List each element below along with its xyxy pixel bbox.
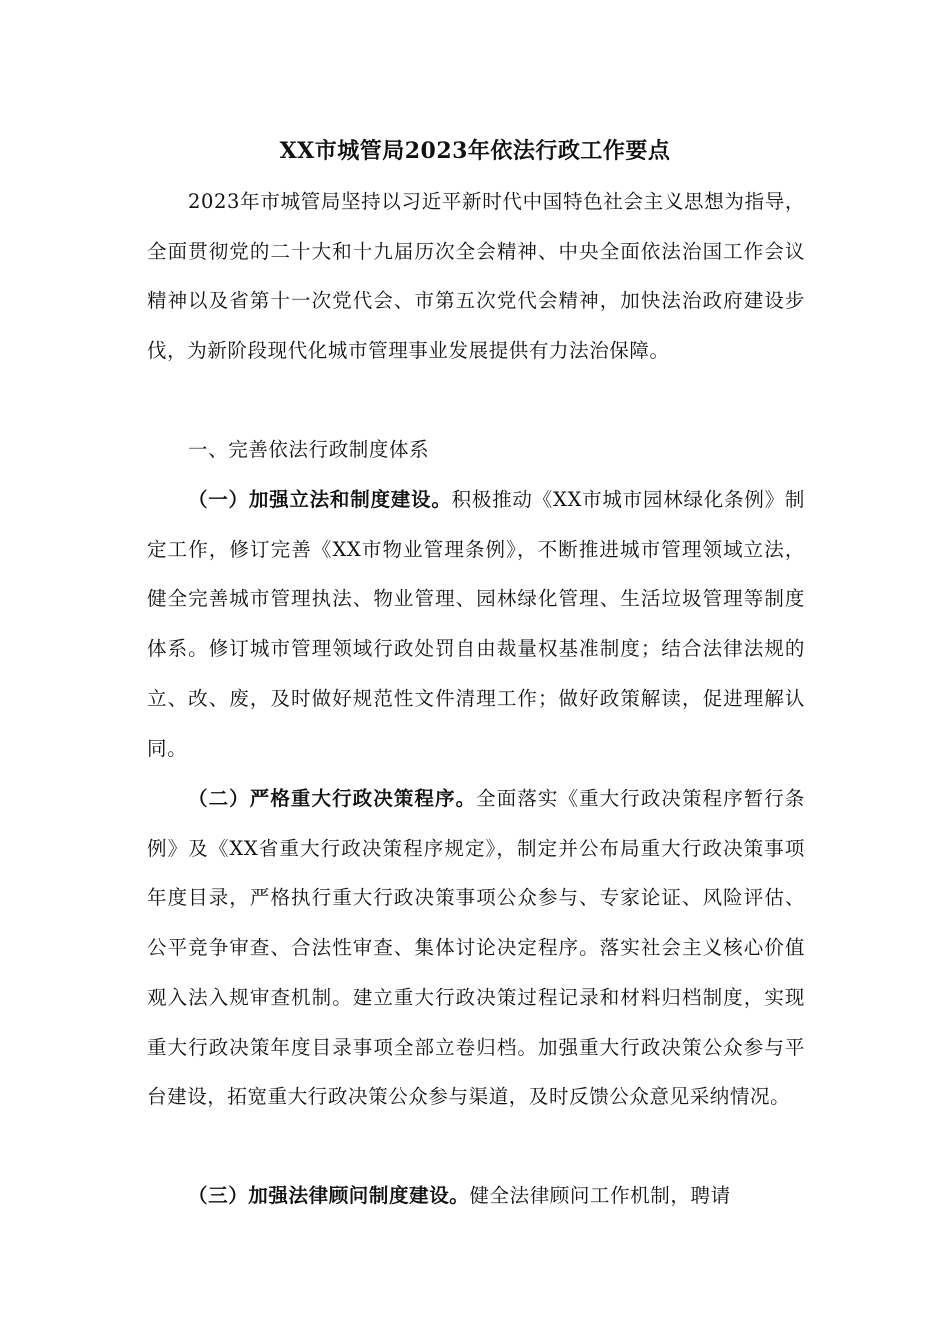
item-paragraph-2	[147, 774, 805, 1122]
item-paragraph-3	[147, 1171, 805, 1221]
intro-paragraph: 2023年市城管局坚持以习近平新时代中国特色社会主义思想为指导，全面贯彻党的二十大和十九届历次全会精神、中央全面依法治国工作会议精神以及省第十一次党代会、市第五次党代会精神，加快法治政府建设步伐，为新阶段现代化城市管理事业发展提供有力法治保障。	[147, 190, 805, 363]
item-1-body: 积极推动《XX市城市园林绿化条例》制定工作，修订完善《XX市物业管理条例》，不断推进城市管理领域立法，健全完善城市管理执法、物业管理、园林绿化管理、生活垃圾管理等制度体系。修订城市管理领域行政处罚自由裁量权基准制度；结合法律法规的立、改、废，及时做好规范性文件清理工作；做好政策解读，促进理解认同。	[147, 488, 805, 760]
section-heading: 一、完善依法行政制度体系	[188, 438, 430, 461]
item-2-lead: （二）严格重大行政决策程序。	[188, 787, 477, 810]
item-3-body: 健全法律顾问工作机制，聘请	[469, 1184, 731, 1207]
item-paragraph-1	[147, 475, 805, 773]
item-1-lead: （一）加强立法和制度建设。	[188, 488, 452, 511]
item-3-lead: （三）加强法律顾问制度建设。	[188, 1184, 470, 1207]
item-2-body: 全面落实《重大行政决策程序暂行条例》及《XX省重大行政决策程序规定》，制定并公布局重大行政决策事项年度目录，严格执行重大行政决策事项公众参与、专家论证、风险评估、公平竞争审查、合法性审查、集体讨论决定程序。落实社会主义核心价值观入法入规审查机制。建立重大行政决策过程记录和材料归档制度，实现重大行政决策年度目录事项全部立卷归档。加强重大行政决策公众参与平台建设，拓宽重大行政决策公众参与渠道，及时反馈公众意见采纳情况。	[147, 787, 805, 1109]
document-title: XX市城管局2023年依法行政工作要点	[279, 138, 671, 164]
